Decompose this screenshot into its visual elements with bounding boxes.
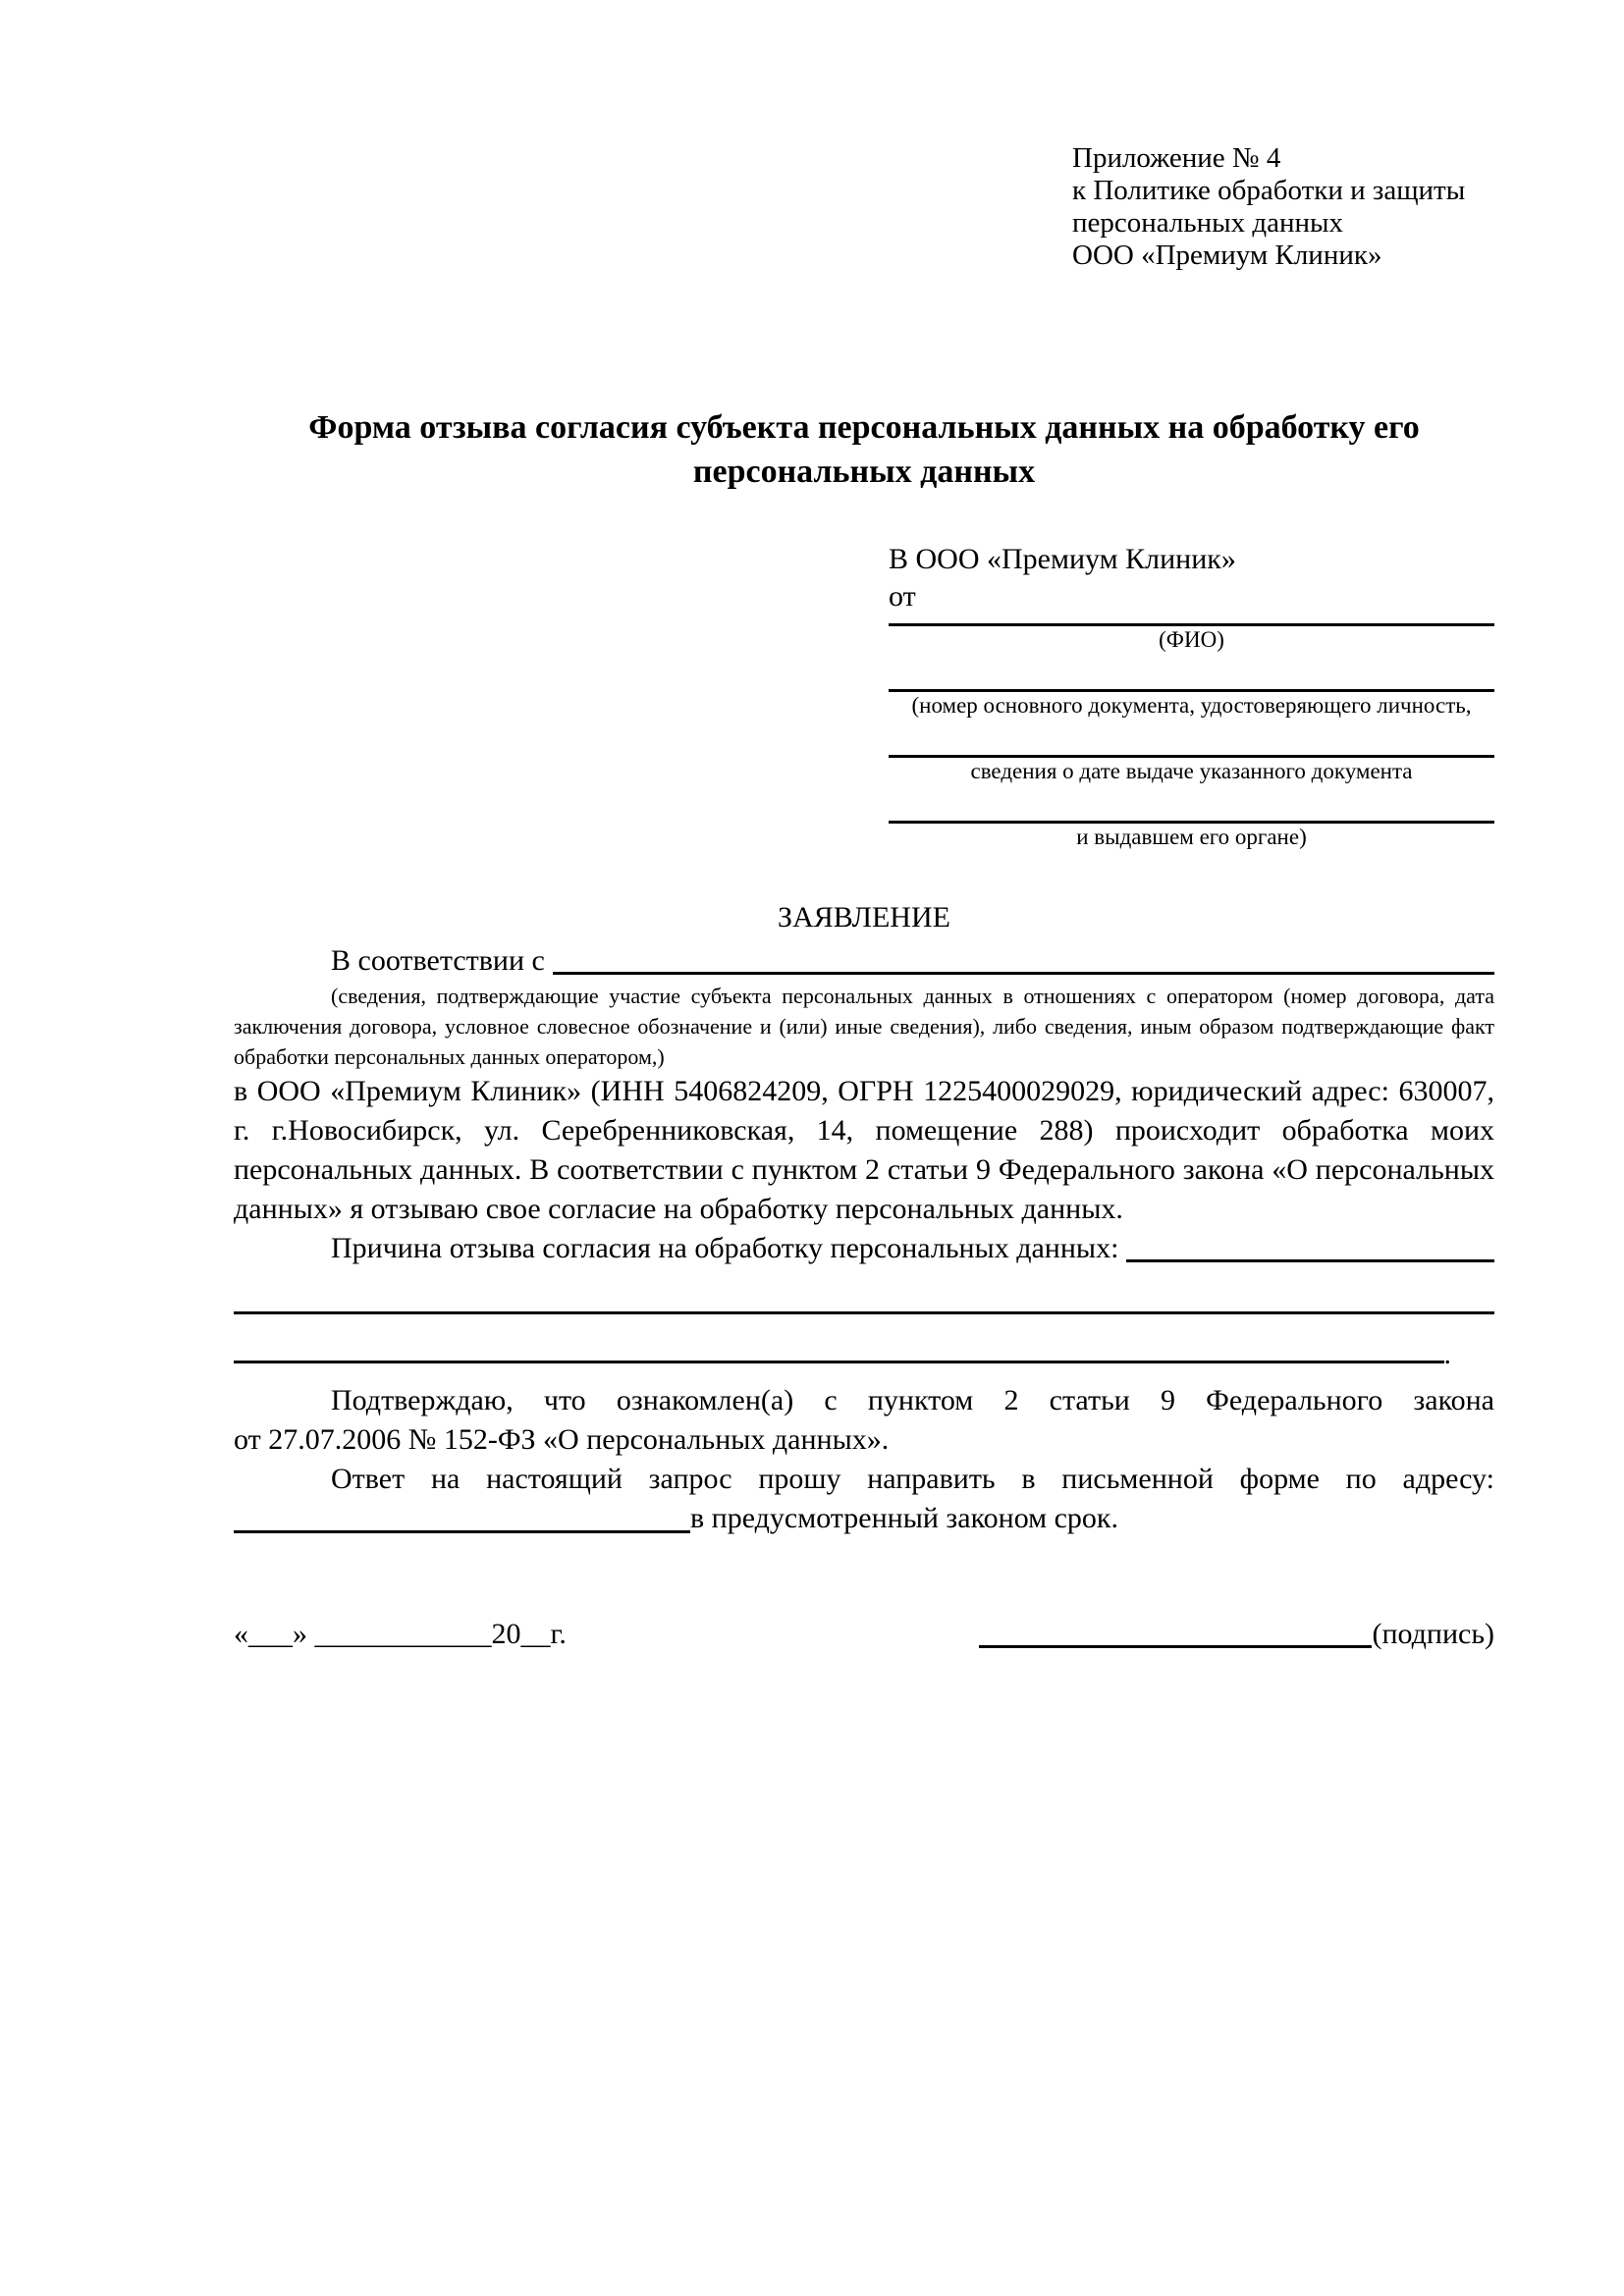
doc-issue-date-write-line — [889, 720, 1494, 758]
confirm-line-1: Подтверждаю, что ознакомлен(а) с пунктом 2 статьи 9 Федерального закона — [331, 1384, 1494, 1416]
reply-paragraph — [234, 1460, 1494, 1538]
doc-issuer-field — [889, 785, 1494, 851]
reply-line-2 — [234, 1499, 1494, 1538]
signature-group — [979, 1615, 1494, 1654]
doc-number-field — [889, 654, 1494, 720]
appendix-line: персональных данных — [1072, 207, 1344, 239]
confirm-line-2: от 27.07.2006 № 152-ФЗ «О персональных данных». — [234, 1423, 890, 1456]
doc-issuer-write-line — [889, 785, 1494, 824]
date-field: «___» ____________20__г. — [234, 1618, 567, 1650]
addressee-block — [889, 541, 1494, 851]
doc-issuer-caption: и выдавшем его органе) — [1076, 825, 1307, 849]
page-title: Форма отзыва согласия субъекта персональных данных на обработку его персональных данных — [308, 409, 1420, 490]
signature-caption: (подпись) — [1372, 1618, 1494, 1650]
doc-issue-date-field — [889, 720, 1494, 785]
appendix-line: к Политике обработки и защиты — [1072, 175, 1466, 206]
blank-write-line-2-rule — [234, 1361, 1444, 1363]
statement-heading: ЗАЯВЛЕНИЕ — [778, 901, 950, 934]
doc-number-write-line — [889, 654, 1494, 692]
appendix-line: Приложение № 4 — [1072, 142, 1281, 174]
fio-field — [889, 615, 1494, 654]
confirm-paragraph — [234, 1381, 1494, 1460]
blank-line-period: . — [1443, 1338, 1451, 1370]
intro-write-line — [553, 972, 1494, 975]
date-signature-row — [234, 1615, 1494, 1654]
reply-line-1: Ответ на настоящий запрос прошу направить в письменной форме по адресу: — [331, 1463, 1494, 1495]
blank-write-line-2 — [234, 1338, 1451, 1370]
reply-address-write-line — [234, 1530, 690, 1533]
body-paragraph: в ООО «Премиум Клиник» (ИНН 5406824209, ОГРН 1225400029029, юридический адрес: 630007, г. г.Новосибирск, ул. Серебренниковская, 14, помещение 288) происходит обработка моих персональных данных. В соответствии с пунктом 2 статьи 9 Федерального закона «О персональных данных» я отзываю свое согласие на обработку персональных данных. — [234, 1075, 1494, 1225]
intro-prefix: В соответствии с — [331, 944, 545, 977]
reason-label: Причина отзыва согласия на обработку персональных данных: — [331, 1232, 1119, 1264]
reason-line — [234, 1229, 1494, 1268]
intro-line — [234, 941, 1494, 981]
addressee-from-label: от — [889, 580, 916, 613]
doc-number-caption: (номер основного документа, удостоверяющего личность, — [911, 693, 1472, 718]
note-text: (сведения, подтверждающие участие субъекта персональных данных в отношениях с оператором (номер договора, дата заключения договора, условное словесное обозначение и (или) иные сведения), либо сведения, иным образом подтверждающие факт обработки персональных данных оператором,) — [234, 984, 1494, 1069]
blank-write-line-1 — [234, 1311, 1494, 1314]
doc-issue-date-caption: сведения о дате выдаче указанного документа — [970, 759, 1413, 783]
signature-write-line — [979, 1645, 1372, 1648]
appendix-line: ООО «Премиум Клиник» — [1072, 240, 1382, 271]
fio-write-line — [889, 615, 1494, 626]
reason-write-line — [1126, 1259, 1494, 1262]
addressee-to: В ООО «Премиум Клиник» — [889, 543, 1236, 575]
fio-caption: (ФИО) — [1159, 627, 1224, 652]
appendix-header — [1072, 142, 1494, 272]
reply-suffix: в предусмотренный законом срок. — [690, 1502, 1118, 1534]
